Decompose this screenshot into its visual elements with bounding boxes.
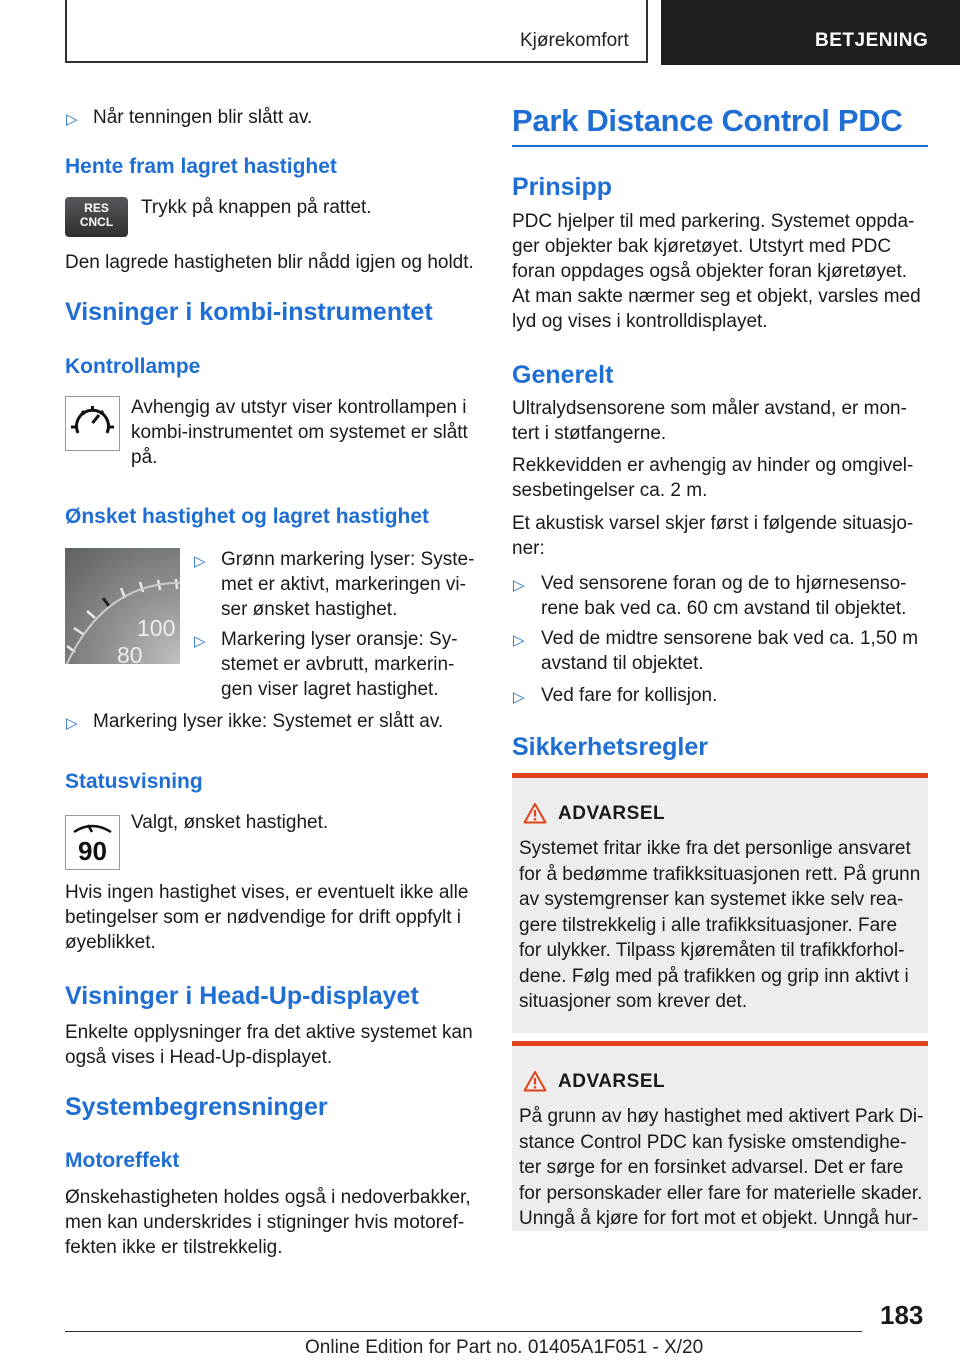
kontrollampe-line-2: kombi-instrumentet om systemet er slått: [131, 422, 468, 443]
generelt-p1-line-1: Ultralydsensorene som måler avstand, er mon-: [512, 398, 907, 419]
status-para-line-2: betingelser som er nødvendige for drift oppfylt i: [65, 907, 462, 928]
footer-rule: [65, 1331, 862, 1332]
kontrollampe-line-3: på.: [131, 447, 158, 468]
warning-2-title: ADVARSEL: [558, 1071, 666, 1092]
res-cncl-button-icon: [65, 197, 128, 237]
motor-para-line-2: men kan underskrides i stigninger hvis motoref-: [65, 1212, 465, 1233]
warning-2-line-3: ter sørge for en forsinket advarsel. Det er fare: [519, 1157, 904, 1178]
gen-bullet-1-line-2: rene bak ved ca. 60 cm avstand til objektet.: [541, 598, 907, 619]
prinsipp-line-5: lyd og vises i kontrolldisplayet.: [512, 311, 768, 332]
heading-visninger-kombi: Visninger i kombi-instrumentet: [65, 298, 433, 326]
speedometer-image: [65, 548, 180, 664]
heading-generelt: Generelt: [512, 361, 614, 389]
generelt-p2-line-2: sesbetingelser ca. 2 m.: [512, 480, 708, 501]
pdc-underline: [512, 145, 928, 147]
bullet-green-line-2: met er aktivt, markeringen vi-: [221, 574, 466, 595]
kontrollampe-line-1: Avhengig av utstyr viser kontrollampen i: [131, 397, 467, 418]
status-para-line-3: øyeblikket.: [65, 932, 156, 953]
heading-hente-fram: Hente fram lagret hastighet: [65, 155, 337, 178]
generelt-p2-line-1: Rekkevidden er avhengig av hinder og omgivel-: [512, 455, 914, 476]
prinsipp-line-4: At man sakte nærmer seg et objekt, varsles med: [512, 286, 921, 307]
speedo-label-80: 80: [117, 642, 143, 664]
prinsipp-line-3: foran oppdages også objekter foran kjøretøyet.: [512, 261, 908, 282]
warning-2-line-2: stance Control PDC kan fysiske omstendighe-: [519, 1131, 907, 1153]
warning-box-2: [512, 1041, 928, 1231]
generelt-p3-line-2: ner:: [512, 538, 545, 559]
gen-bullet-2-line-1: Ved de midtre sensorene bak ved ca. 1,50 m: [541, 628, 919, 649]
bullet-triangle-icon: ▷: [66, 715, 78, 732]
cncl-label: CNCL: [79, 215, 114, 229]
prinsipp-line-2: ger objekter bak kjøretøyet. Utstyrt med PDC: [512, 236, 892, 257]
header-section-title: Kjørekomfort: [520, 30, 629, 51]
bullet-orange-line-1: Markering lyser oransje: Sy-: [221, 629, 458, 650]
warning-1-line-6: dene. Følg med på trafikken og grip inn aktivt i: [519, 965, 909, 987]
warning-triangle-icon: [523, 802, 547, 824]
warning-1-line-3: av systemgrenser kan systemet ikke selv rea-: [519, 889, 904, 910]
bullet-triangle-icon: ▷: [513, 689, 525, 706]
heading-hud: Visninger i Head-Up-displayet: [65, 982, 419, 1010]
hud-para-line-2: også vises i Head-Up-displayet.: [65, 1047, 333, 1068]
motor-para-line-1: Ønskehastigheten holdes også i nedoverbakker,: [65, 1187, 471, 1208]
status-desc: Valgt, ønsket hastighet.: [131, 812, 329, 833]
bullet-green-line-3: ser ønsket hastighet.: [221, 599, 398, 620]
header-chapter-tab: [661, 0, 960, 65]
bullet-ignition-off: Når tenningen blir slått av.: [93, 107, 313, 128]
heading-statusvisning: Statusvisning: [65, 770, 203, 793]
warning-1-line-5: for ulykker. Tilpass kjøremåten til trafikkforhol-: [519, 940, 905, 961]
heading-sikkerhetsregler: Sikkerhetsregler: [512, 733, 708, 761]
generelt-p3-line-1: Et akustisk varsel skjer først i følgende situasjo-: [512, 513, 914, 534]
warning-2-line-4: for personskader eller fare for materielle skader.: [519, 1182, 923, 1204]
bullet-triangle-icon: ▷: [513, 632, 525, 649]
warning-1-title: ADVARSEL: [558, 803, 666, 824]
warning-2-line-1: På grunn av høy hastighet med aktivert Park Di-: [519, 1106, 924, 1127]
warning-1-line-1: Systemet fritar ikke fra det personlige ansvaret: [519, 838, 911, 859]
motor-para-line-3: fekten ikke er tilstrekkelig.: [65, 1237, 283, 1258]
bullet-orange-line-3: gen viser lagret hastighet.: [221, 679, 439, 700]
heading-systembegrensninger: Systembegrensninger: [65, 1093, 328, 1121]
bullet-green-line-1: Grønn markering lyser: Syste-: [221, 549, 475, 570]
hud-para-line-1: Enkelte opplysninger fra det aktive systemet kan: [65, 1022, 473, 1043]
cruise-control-lamp-icon: [65, 396, 120, 451]
warning-triangle-icon: [523, 1070, 547, 1092]
bullet-triangle-icon: ▷: [194, 633, 206, 650]
warning-1-line-2: for å bedømme trafikksituasjonen rett. På grunn: [519, 863, 921, 885]
heading-prinsipp: Prinsipp: [512, 173, 613, 201]
heading-onsket-hastighet: Ønsket hastighet og lagret hastighet: [65, 505, 430, 528]
page-number: 183: [880, 1300, 924, 1330]
bullet-triangle-icon: ▷: [194, 553, 206, 570]
heading-kontrollampe: Kontrollampe: [65, 355, 201, 378]
speedo-label-100: 100: [137, 615, 176, 641]
footer-edition: Online Edition for Part no. 01405A1F051 - X/20: [305, 1337, 704, 1358]
gen-bullet-2-line-2: avstand til objektet.: [541, 653, 704, 674]
bullet-orange-line-2: stemet er avbrutt, markerin-: [221, 654, 455, 675]
status-para-line-1: Hvis ingen hastighet vises, er eventuelt ikke alle: [65, 882, 469, 903]
hente-instruction: Trykk på knappen på rattet.: [141, 197, 372, 218]
bullet-triangle-icon: ▷: [513, 577, 525, 594]
heading-motoreffekt: Motoreffekt: [65, 1149, 180, 1172]
warning-2-line-5: Unngå å kjøre for fort mot et objekt. Unngå hur-: [519, 1208, 919, 1229]
set-speed-status-icon: [65, 815, 120, 870]
bullet-triangle-icon: ▷: [66, 111, 78, 128]
warning-1-line-7: situasjoner som krever det.: [519, 991, 748, 1012]
gen-bullet-3: Ved fare for kollisjon.: [541, 685, 718, 706]
bullet-off: Markering lyser ikke: Systemet er slått av.: [93, 711, 444, 732]
prinsipp-line-1: PDC hjelper til med parkering. Systemet oppda-: [512, 211, 915, 232]
status-speed-value: 90: [78, 836, 107, 866]
gen-bullet-1-line-1: Ved sensorene foran og de to hjørnesenso-: [541, 573, 907, 594]
res-label: RES: [84, 201, 109, 215]
warning-box-1: [512, 773, 928, 1033]
heading-pdc: Park Distance Control PDC: [512, 103, 903, 138]
generelt-p1-line-2: tert i støtfangerne.: [512, 423, 667, 444]
hente-result: Den lagrede hastigheten blir nådd igjen og holdt.: [65, 252, 474, 273]
warning-1-line-4: gere tilstrekkelig i alle trafikksituasjoner. Fare: [519, 914, 898, 936]
header-chapter-label: BETJENING: [815, 30, 929, 51]
